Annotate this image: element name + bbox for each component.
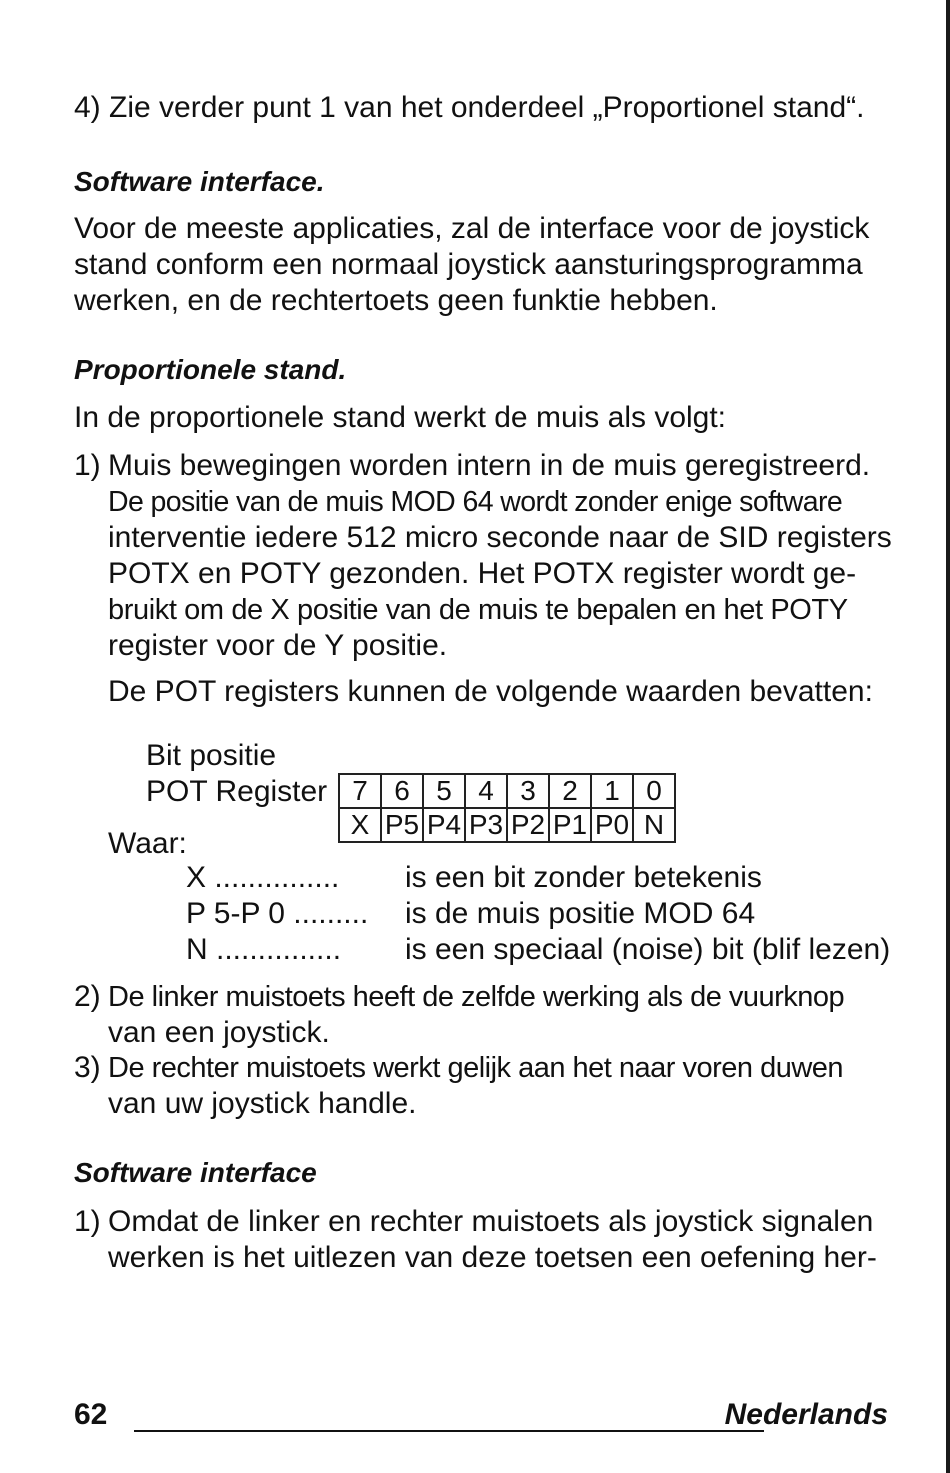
list-line: interventie iedere 512 micro seconde naar de SID registers [108,521,892,554]
section-heading-software-interface: Software interface. [74,166,325,197]
list-line: van uw joystick handle. [108,1087,417,1120]
value-cell: P2 [507,808,549,842]
legend-desc: is een bit zonder betekenis [405,861,762,894]
footer-rule [134,1430,764,1432]
footer-language: Nederlands [724,1398,888,1431]
paragraph-line: Voor de meeste applicaties, zal de interface voor de joystick [74,212,870,245]
list-line: Muis bewegingen worden intern in de muis geregistreerd. [108,449,871,482]
list-line: bruikt om de X positie van de muis te bepalen en het POTY [108,594,848,626]
paragraph-line: werken, en de rechtertoets geen funktie hebben. [74,284,718,317]
value-cell: X [339,808,381,842]
section-intro: In de proportionele stand werkt de muis als volgt: [74,401,727,434]
value-cell: P3 [465,808,507,842]
list-number: 3) [74,1051,101,1084]
section-heading-software-interface-2: Software interface [74,1157,317,1188]
list-line: POTX en POTY gezonden. Het POTX register wordt ge- [108,557,857,590]
legend-desc: is de muis positie MOD 64 [405,897,756,930]
list-number: 2) [74,980,101,1013]
list-line: De rechter muistoets werkt gelijk aan het naar voren duwen [108,1052,844,1084]
list-number: 1) [74,449,101,482]
waar-label: Waar: [108,827,187,860]
list-number: 1) [74,1205,101,1238]
legend-desc: is een speciaal (noise) bit (blif lezen) [405,933,891,966]
value-cell: N [633,808,675,842]
value-cell: P0 [591,808,633,842]
value-row [339,808,675,842]
page-footer [74,1398,888,1438]
list-line: De linker muistoets heeft de zelfde werking als de vuurknop [108,981,845,1013]
value-cell: P5 [381,808,423,842]
bit-cell: 3 [507,774,549,808]
page-number: 62 [74,1398,108,1431]
list-line: register voor de Y positie. [108,629,448,662]
legend-key: N ............... [186,933,342,966]
pot-register-label: POT Register [146,775,328,808]
bit-row [339,774,675,808]
pot-register-table [338,773,676,843]
bit-cell: 0 [633,774,675,808]
bit-position-label: Bit positie [146,739,277,772]
value-cell: P1 [549,808,591,842]
page-edge [946,0,950,1473]
pot-intro: De POT registers kunnen de volgende waarden bevatten: [108,675,873,708]
list-line: Omdat de linker en rechter muistoets als joystick signalen [108,1205,874,1238]
bit-cell: 7 [339,774,381,808]
bit-cell: 1 [591,774,633,808]
intro-item: 4) Zie verder punt 1 van het onderdeel „Proportionel stand“. [74,91,865,124]
legend-key: X ............... [186,861,340,894]
section-heading-proportionele-stand: Proportionele stand. [74,354,347,385]
list-line: werken is het uitlezen van deze toetsen een oefening her- [108,1241,877,1274]
list-line: van een joystick. [108,1016,330,1049]
bit-cell: 5 [423,774,465,808]
bit-cell: 2 [549,774,591,808]
paragraph-line: stand conform een normaal joystick aansturingsprogramma [74,248,863,281]
bit-cell: 6 [381,774,423,808]
bit-cell: 4 [465,774,507,808]
list-line: De positie van de muis MOD 64 wordt zonder enige software [108,486,843,518]
legend-key: P 5-P 0 ......... [186,897,369,930]
value-cell: P4 [423,808,465,842]
